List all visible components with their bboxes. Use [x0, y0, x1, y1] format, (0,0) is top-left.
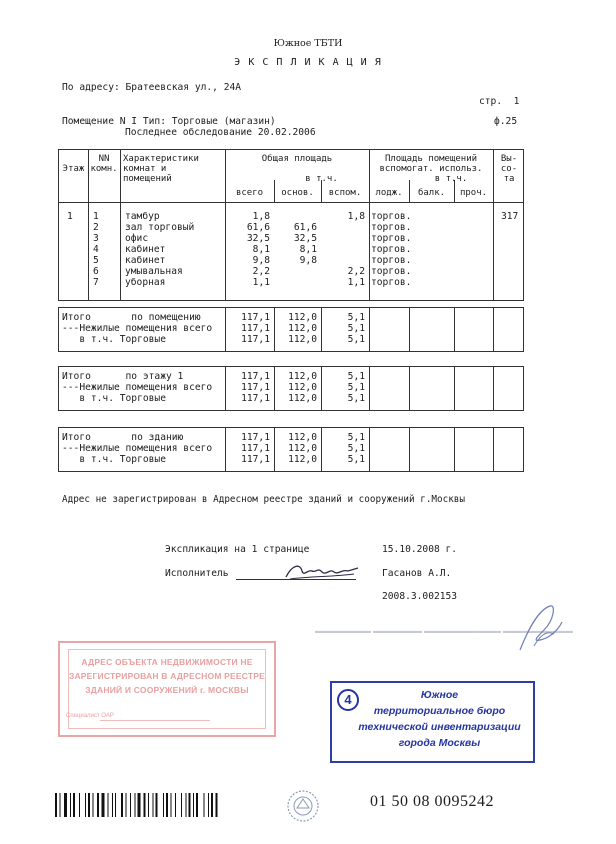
bureau-line-1: Южное [420, 689, 459, 701]
col-incl: в т.ч. [305, 174, 338, 184]
row-total: 1,1 [252, 277, 270, 288]
totals-aux: 5,1 [347, 312, 365, 323]
row-type: торгов. [371, 255, 412, 266]
totals-aux: 5,1 [347, 371, 365, 382]
document-title: Э К С П Л И К А Ц И Я [234, 57, 382, 68]
row-total: 1,8 [252, 211, 270, 222]
bureau-line-3: технической инвентаризации [358, 721, 521, 733]
pages-count: Экспликация на 1 странице [165, 544, 310, 555]
row-type: торгов. [371, 222, 412, 233]
row-aux: 2,2 [347, 266, 365, 277]
row-type: торгов. [371, 233, 412, 244]
stamp-line-3: ЗДАНИЙ И СООРУЖЕНИЙ г. МОСКВЫ [85, 685, 249, 695]
stamp-specialist: Специалист ОАР [66, 713, 114, 719]
row-main: 61,6 [293, 222, 317, 233]
row-total: 9,8 [252, 255, 270, 266]
totals-label: Итого по зданию [62, 432, 184, 443]
row-type: торгов. [371, 266, 412, 277]
totals-total: 117,1 [241, 323, 270, 334]
totals-label: в т.ч. Торговые [62, 393, 166, 404]
row-no: 3 [93, 233, 99, 244]
bureau-number-icon: 4 [337, 689, 359, 711]
totals-aux: 5,1 [347, 393, 365, 404]
explication-table [58, 149, 524, 301]
row-main: 8,1 [299, 244, 317, 255]
barcode-icon [55, 793, 270, 817]
col-balcony: балк. [417, 188, 446, 198]
totals-label: в т.ч. Торговые [62, 454, 166, 465]
row-no: 4 [93, 244, 99, 255]
totals-total: 117,1 [241, 371, 270, 382]
page-number: стр. 1 [479, 96, 520, 107]
premise-type: Помещение N I Тип: Торговые (магазин) [62, 116, 276, 127]
totals-aux: 5,1 [347, 323, 365, 334]
totals-total: 117,1 [241, 334, 270, 345]
totals-label: в т.ч. Торговые [62, 334, 166, 345]
row-type: торгов. [371, 211, 412, 222]
col-total: всего [235, 188, 264, 198]
row-main: 32,5 [293, 233, 317, 244]
row-name: зал торговый [125, 222, 195, 233]
barcode-number: 01 50 08 0095242 [370, 793, 494, 810]
emblem-icon [285, 788, 321, 824]
totals-aux: 5,1 [347, 454, 365, 465]
org-name: Южное ТБТИ [273, 38, 343, 49]
issue-date: 15.10.2008 г. [382, 544, 458, 555]
totals-aux: 5,1 [347, 382, 365, 393]
totals-total: 117,1 [241, 443, 270, 454]
totals-total: 117,1 [241, 312, 270, 323]
totals-aux: 5,1 [347, 334, 365, 345]
row-no: 7 [93, 277, 99, 288]
form-number: ф.25 [494, 116, 518, 127]
totals-label: Итого по этажу 1 [62, 371, 184, 382]
row-name: кабинет [125, 244, 166, 255]
totals-main: 112,0 [288, 443, 317, 454]
col-room-no: NN комн. [90, 154, 118, 174]
last-survey: Последнее обследование 20.02.2006 [125, 127, 316, 138]
totals-main: 112,0 [288, 334, 317, 345]
row-no: 6 [93, 266, 99, 277]
row-total: 2,2 [252, 266, 270, 277]
totals-total: 117,1 [241, 393, 270, 404]
executor-label: Исполнитель [165, 568, 229, 579]
row-type: торгов. [371, 277, 412, 288]
col-total-area: Общая площадь [261, 154, 333, 164]
row-name: умывальная [125, 266, 183, 277]
totals-label: ---Нежилые помещения всего [62, 443, 213, 454]
row-name: офис [125, 233, 149, 244]
row-no: 2 [93, 222, 99, 233]
bureau-line-2: территориальное бюро [373, 705, 506, 717]
registry-stamp [58, 641, 276, 737]
col-main: основ. [281, 188, 314, 198]
totals-main: 112,0 [288, 432, 317, 443]
row-total: 32,5 [246, 233, 270, 244]
totals-box [58, 366, 524, 411]
executor-name: Гасанов А.Л. [382, 568, 452, 579]
totals-aux: 5,1 [347, 432, 365, 443]
col-other: проч. [459, 188, 488, 198]
col-aux-area: Площадь помещений вспомогат. использ. [379, 154, 483, 174]
totals-total: 117,1 [241, 432, 270, 443]
totals-label: Итого по помещению [62, 312, 201, 323]
row-type: торгов. [371, 244, 412, 255]
col-incl2: в т.ч. [434, 174, 468, 184]
doc-code: 2008.3.002153 [382, 591, 458, 602]
col-loggia: лодж. [375, 188, 403, 198]
height-value: 317 [501, 211, 519, 222]
row-main: 9,8 [299, 255, 317, 266]
floor-value: 1 [67, 211, 73, 222]
stamp-line-1: АДРЕС ОБЪЕКТА НЕДВИЖИМОСТИ НЕ [81, 657, 253, 667]
row-name: кабинет [125, 255, 166, 266]
totals-label: ---Нежилые помещения всего [62, 382, 213, 393]
row-aux: 1,1 [347, 277, 365, 288]
row-name: тамбур [125, 211, 160, 222]
totals-total: 117,1 [241, 454, 270, 465]
bureau-stamp [330, 681, 535, 763]
col-aux: вспом. [328, 188, 362, 198]
stamp-line-2: ЗАРЕГИСТРИРОВАН В АДРЕСНОМ РЕЕСТРЕ [68, 671, 266, 681]
row-total: 8,1 [252, 244, 270, 255]
totals-main: 112,0 [288, 323, 317, 334]
registry-note: Адрес не зарегистрирован в Адресном реестре зданий и сооружений г.Москвы [62, 494, 465, 505]
totals-main: 112,0 [288, 382, 317, 393]
totals-total: 117,1 [241, 382, 270, 393]
row-no: 1 [93, 211, 99, 222]
col-characteristics: Характеристики комнат и помещений [123, 154, 199, 184]
totals-main: 112,0 [288, 454, 317, 465]
totals-box [58, 307, 524, 352]
totals-main: 112,0 [288, 371, 317, 382]
faint-stamp-text: ▬▬▬▬▬▬▬▬ ▬▬▬▬▬▬▬ ▬▬▬▬▬▬▬▬▬▬▬ ▬▬▬▬▬▬▬▬▬▬ [315, 628, 573, 635]
row-name: уборная [125, 277, 166, 288]
row-no: 5 [93, 255, 99, 266]
signature [282, 559, 362, 585]
row-total: 61,6 [246, 222, 270, 233]
col-height: Вы- со- та [500, 154, 518, 184]
row-aux: 1,8 [347, 211, 365, 222]
totals-main: 112,0 [288, 312, 317, 323]
totals-label: ---Нежилые помещения всего [62, 323, 213, 334]
col-floor: Этаж [62, 164, 85, 174]
address: По адресу: Братеевская ул., 24А [62, 82, 242, 93]
totals-aux: 5,1 [347, 443, 365, 454]
totals-main: 112,0 [288, 393, 317, 404]
second-signature [510, 600, 570, 660]
totals-box [58, 427, 524, 472]
bureau-line-4: города Москвы [398, 737, 481, 749]
